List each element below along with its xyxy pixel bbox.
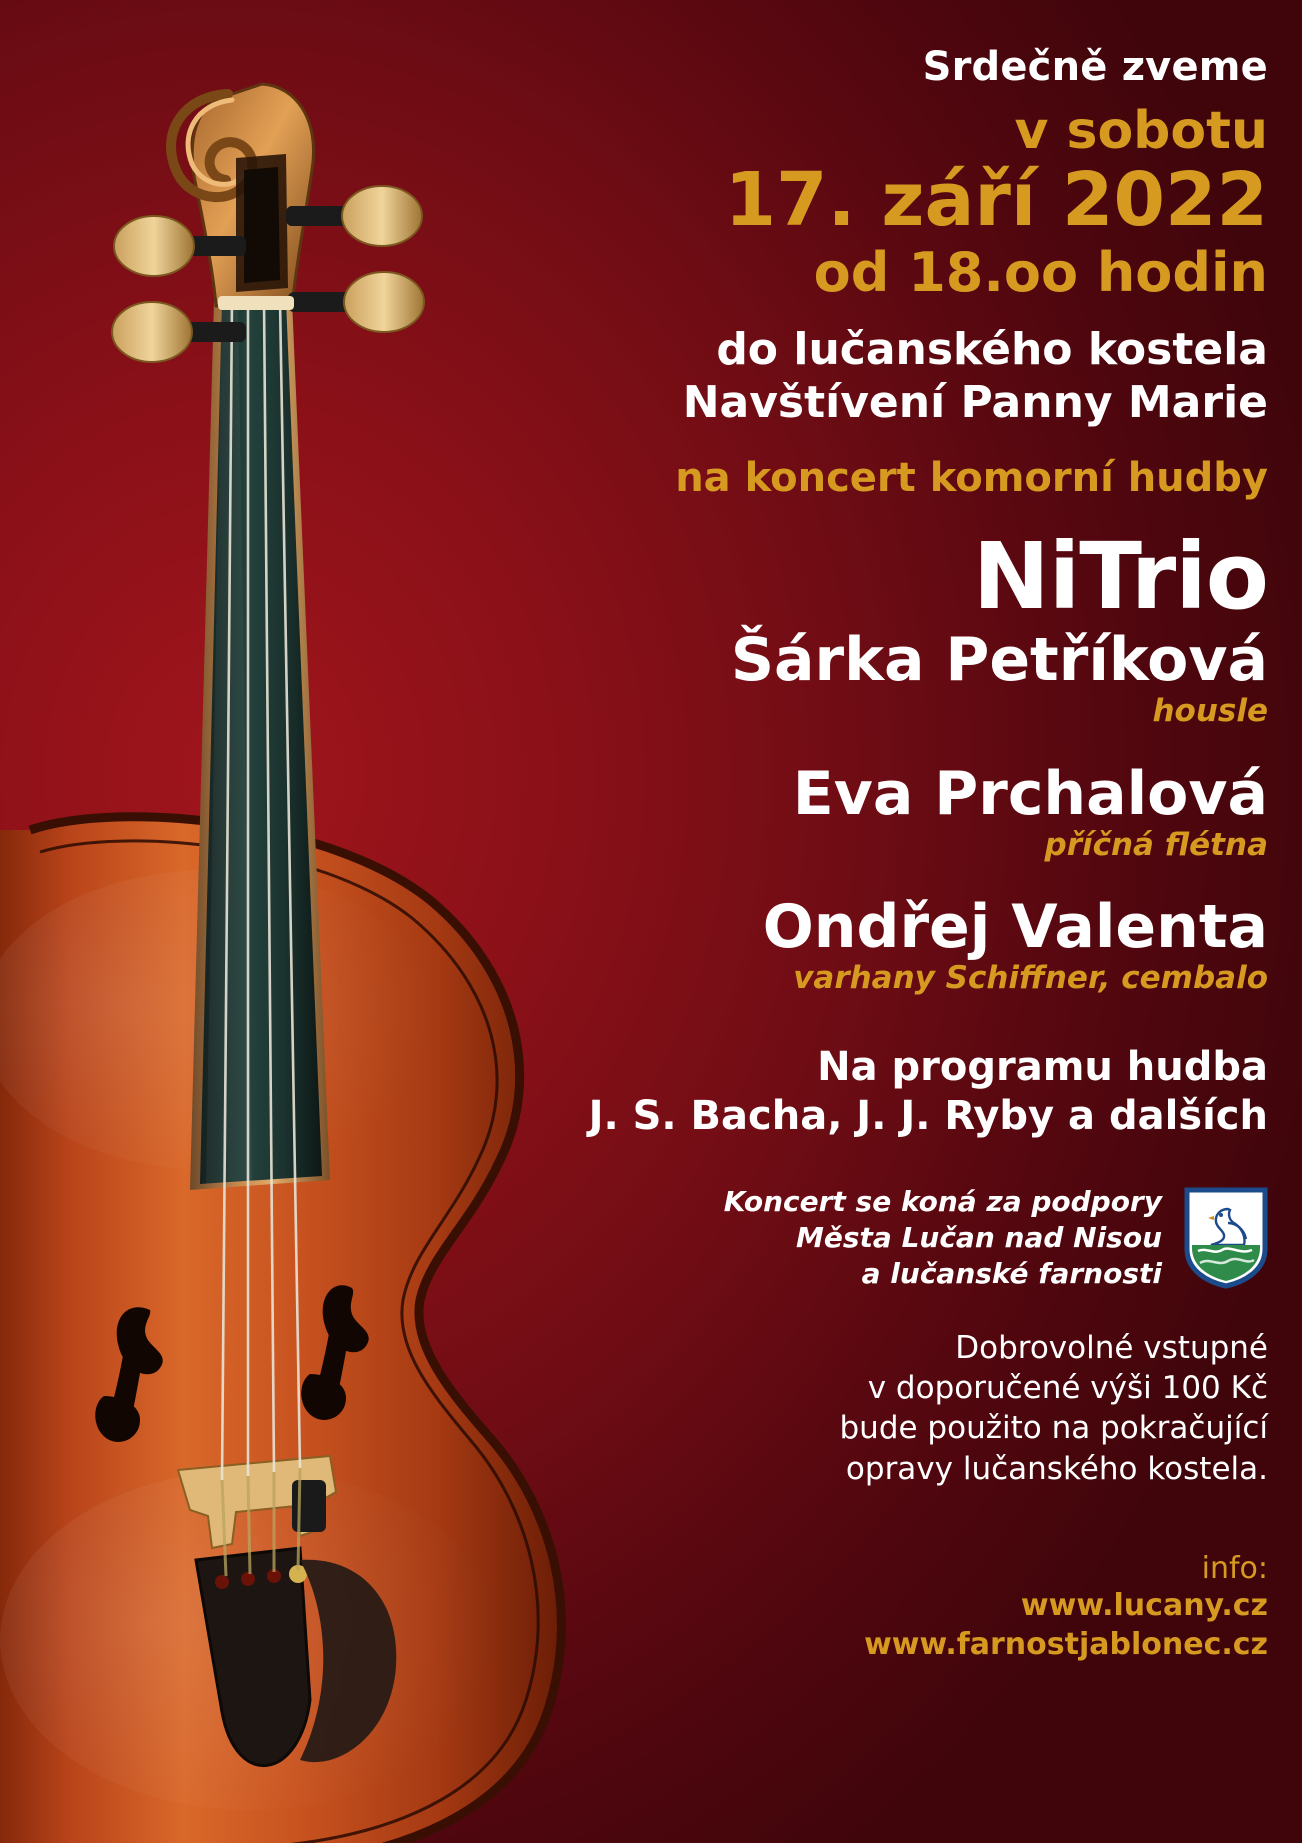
venue-line-1: do lučanského kostela	[716, 323, 1268, 375]
performer-1-role: housle	[1152, 693, 1268, 730]
event-day: v sobotu	[1014, 101, 1268, 161]
event-date: 17. září 2022	[724, 156, 1268, 243]
performer-3-name: Ondřej Valenta	[762, 891, 1268, 962]
violin-photograph	[0, 0, 640, 1843]
poster-text-column	[568, 0, 1268, 1664]
website-link-lucany[interactable]: www.lucany.cz	[1020, 1588, 1268, 1624]
entry-line-2: v doporučené výši 100 Kč	[867, 1370, 1268, 1407]
performer-2-name: Eva Prchalová	[792, 758, 1268, 829]
support-line-2: Města Lučan nad Nisou	[796, 1221, 1162, 1255]
support-text	[724, 1184, 1162, 1291]
performer-2-role: příčná flétna	[1044, 826, 1268, 863]
ensemble-name: NiTrio	[972, 523, 1268, 631]
entry-line-3: bude použito na pokračující	[839, 1410, 1268, 1447]
entry-note	[568, 1328, 1268, 1489]
info-label: info:	[1201, 1551, 1268, 1587]
support-row	[568, 1184, 1268, 1291]
performer-1-name: Šárka Petříková	[730, 625, 1268, 696]
performer-3-role: varhany Schiffner, cembalo	[793, 959, 1268, 996]
support-line-1: Koncert se koná za podpory	[723, 1185, 1162, 1219]
program-line-1: Na programu hudba	[817, 1043, 1268, 1090]
venue-line-2: Navštívení Panny Marie	[682, 376, 1268, 428]
lucany-nad-nisou-coat-of-arms-icon	[1184, 1187, 1268, 1289]
support-line-3: a lučanské farnosti	[861, 1257, 1162, 1291]
invite-line: Srdečně zveme	[922, 44, 1268, 90]
entry-line-4: opravy lučanského kostela.	[845, 1450, 1268, 1487]
entry-line-1: Dobrovolné vstupné	[955, 1329, 1268, 1366]
concert-subject: na koncert komorní hudby	[675, 455, 1268, 502]
program-line-2: J. S. Bacha, J. J. Ryby a dalších	[588, 1092, 1268, 1139]
website-link-farnost[interactable]: www.farnostjablonec.cz	[864, 1627, 1268, 1663]
event-time: od 18.oo hodin	[813, 240, 1268, 304]
